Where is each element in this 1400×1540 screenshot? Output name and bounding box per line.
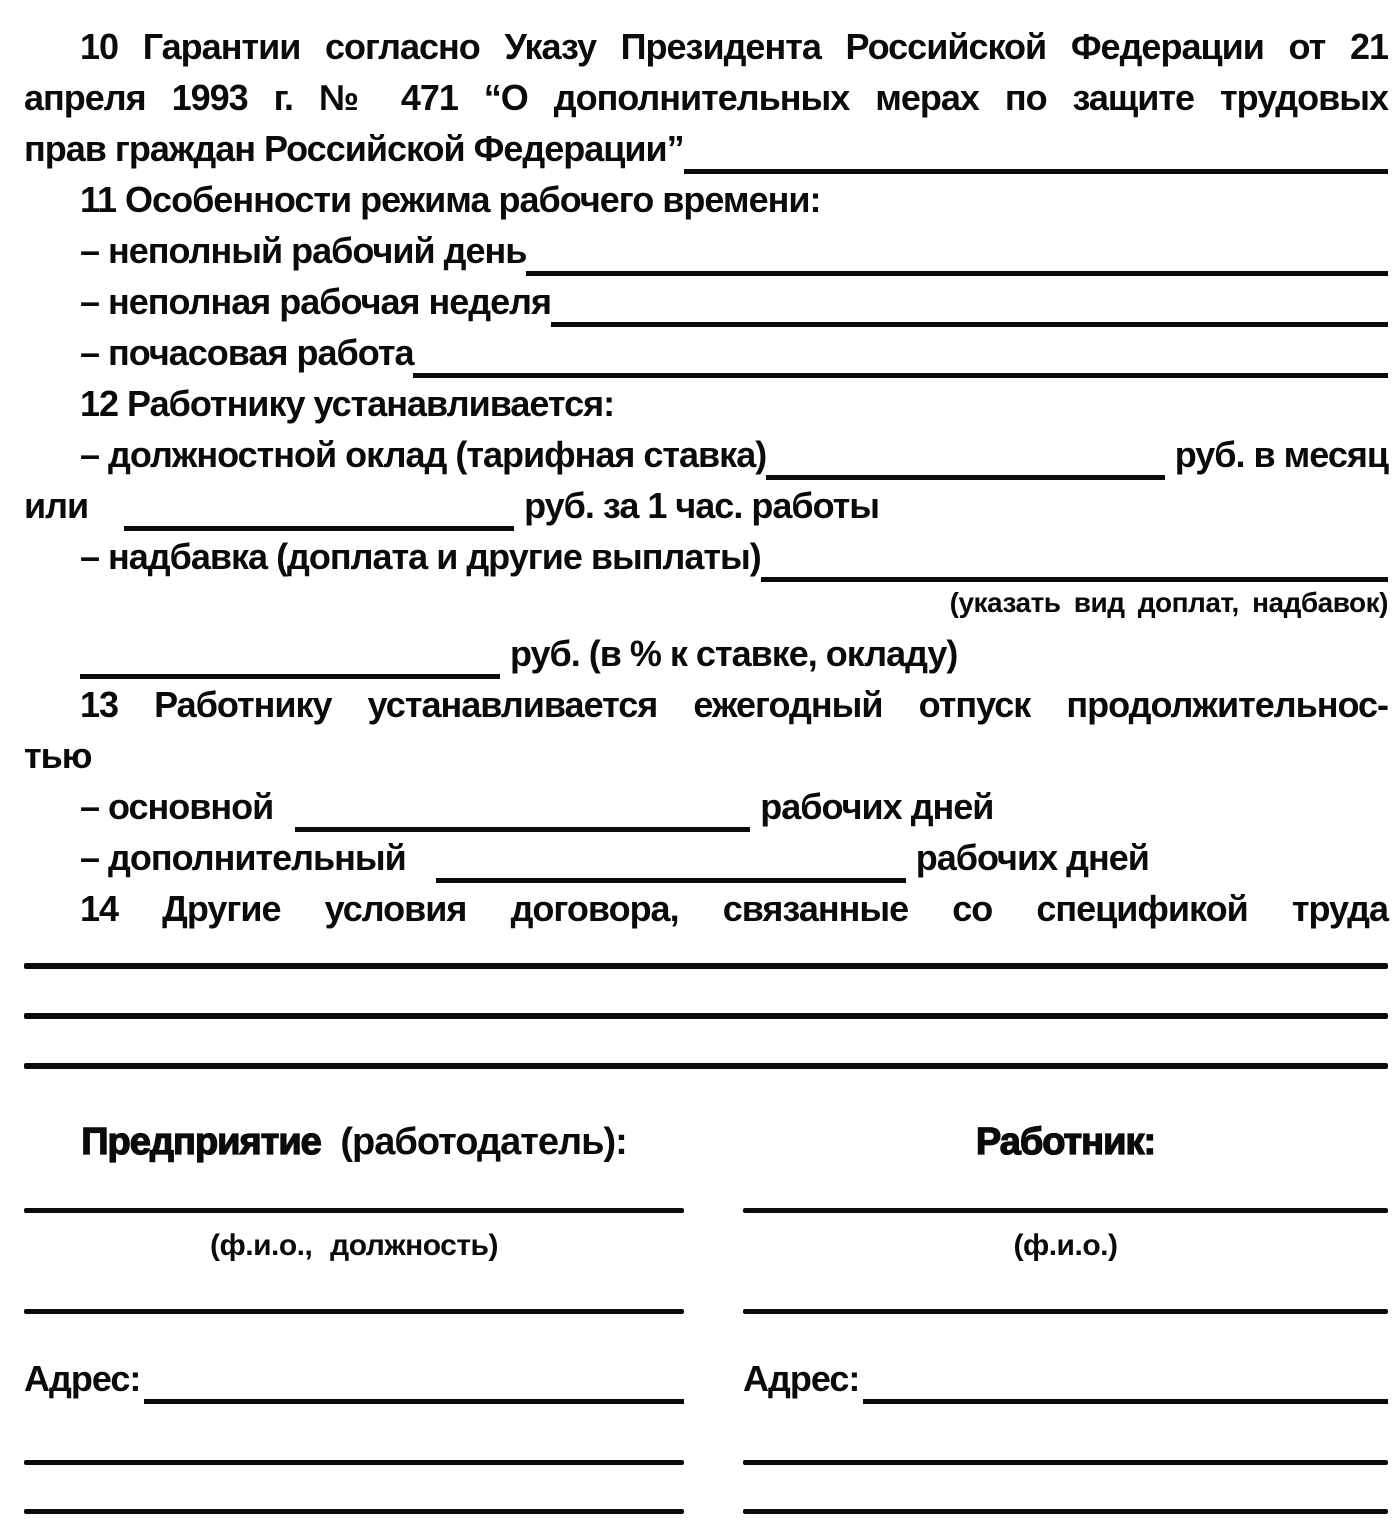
additional-vacation-row [24, 837, 1388, 888]
employee-address-label: Адрес: [743, 1358, 860, 1399]
other-terms-blank-line-1[interactable] [24, 963, 1388, 969]
salary-suffix: руб. в месяц [1174, 434, 1388, 475]
part-time-day-label: – неполный рабочий день [80, 230, 527, 271]
employee-signature-field-2[interactable] [743, 1309, 1388, 1314]
hourly-rate-or-label: или [24, 485, 89, 526]
employer-signature-field-2[interactable] [24, 1309, 684, 1314]
employee-address-blank-line-2[interactable] [743, 1460, 1388, 1465]
clause-10-line-2: апреля 1993 г. № 471 “О дополнительных мерах по защите трудовых [24, 77, 1388, 118]
clause-13-line-1: 13 Работнику устанавливается ежегодный отпуск продолжительнос- [80, 684, 1388, 725]
employee-name-signature-field[interactable] [743, 1208, 1388, 1213]
clause-14-line-1: 14 Другие условия договора, связанные со спецификой труда [80, 888, 1388, 929]
salary-row [24, 434, 1388, 485]
other-terms-blank-line-2[interactable] [24, 1013, 1388, 1019]
employer-title-suffix: (работодатель): [340, 1121, 627, 1163]
additional-vacation-blank-field[interactable] [436, 878, 906, 883]
basic-vacation-blank-field[interactable] [295, 827, 750, 832]
hourly-rate-blank-field[interactable] [124, 526, 514, 531]
employer-address-blank-field[interactable] [144, 1399, 684, 1404]
basic-vacation-row [24, 786, 1388, 837]
hourly-work-blank-field[interactable] [413, 373, 1388, 378]
bonus-row [24, 536, 1388, 587]
salary-blank-field[interactable] [766, 475, 1165, 480]
bonus-percent-row [24, 633, 1388, 684]
additional-vacation-suffix: рабочих дней [915, 837, 1149, 878]
bonus-blank-field[interactable] [761, 577, 1388, 582]
other-terms-blank-line-3[interactable] [24, 1063, 1388, 1069]
bonus-label: – надбавка (доплата и другие выплаты) [80, 536, 761, 577]
basic-vacation-suffix: рабочих дней [760, 786, 994, 827]
employer-address-row [24, 1358, 684, 1410]
employee-title [743, 1121, 1388, 1166]
part-time-day-blank-field[interactable] [526, 271, 1388, 276]
bonus-percent-blank-field[interactable] [80, 674, 500, 679]
employee-name-hint: (ф.и.о.) [1013, 1229, 1118, 1262]
signature-section [24, 1121, 1388, 1514]
additional-vacation-label: – дополнительный [80, 837, 406, 878]
clause-12-heading: 12 Работнику устанавливается: [80, 383, 615, 424]
employer-column [24, 1121, 684, 1514]
hourly-work-label: – почасовая работа [80, 332, 414, 373]
clause-11-heading: 11 Особенности режима рабочего времени: [80, 179, 821, 220]
employee-address-row [743, 1358, 1388, 1410]
salary-label: – должностной оклад (тарифная ставка) [80, 434, 767, 475]
part-time-week-blank-field[interactable] [551, 322, 1388, 327]
hourly-rate-suffix: руб. за 1 час. работы [524, 485, 880, 526]
guarantees-blank-field[interactable] [684, 169, 1388, 174]
part-time-day-row [24, 230, 1388, 281]
clause-10-line-3-text: прав граждан Российской Федерации” [24, 128, 684, 169]
employee-title-main: Работник: [975, 1121, 1156, 1163]
bonus-percent-suffix: руб. (в % к ставке, окладу) [510, 633, 958, 674]
employee-address-blank-line-3[interactable] [743, 1509, 1388, 1514]
employer-title [24, 1121, 684, 1166]
employee-address-blank-field[interactable] [863, 1399, 1388, 1404]
employee-column [743, 1121, 1388, 1514]
clause-13-line-2: тью [24, 735, 92, 776]
hourly-rate-row [24, 485, 1388, 536]
part-time-week-row [24, 281, 1388, 332]
employer-address-blank-line-2[interactable] [24, 1460, 684, 1465]
employer-address-blank-line-3[interactable] [24, 1509, 684, 1514]
clause-10-line-3 [24, 128, 1388, 179]
employer-name-signature-field[interactable] [24, 1208, 684, 1213]
employer-name-hint: (ф.и.о., должность) [210, 1229, 498, 1262]
clause-10-line-1: 10 Гарантии согласно Указу Президента Российской Федерации от 21 [80, 26, 1388, 67]
employer-title-main: Предприятие [81, 1121, 321, 1163]
bonus-hint: (указать вид доплат, надбавок) [949, 587, 1388, 618]
hourly-work-row [24, 332, 1388, 383]
basic-vacation-label: – основной [80, 786, 274, 827]
part-time-week-label: – неполная рабочая неделя [80, 281, 552, 322]
employer-address-label: Адрес: [24, 1358, 141, 1399]
